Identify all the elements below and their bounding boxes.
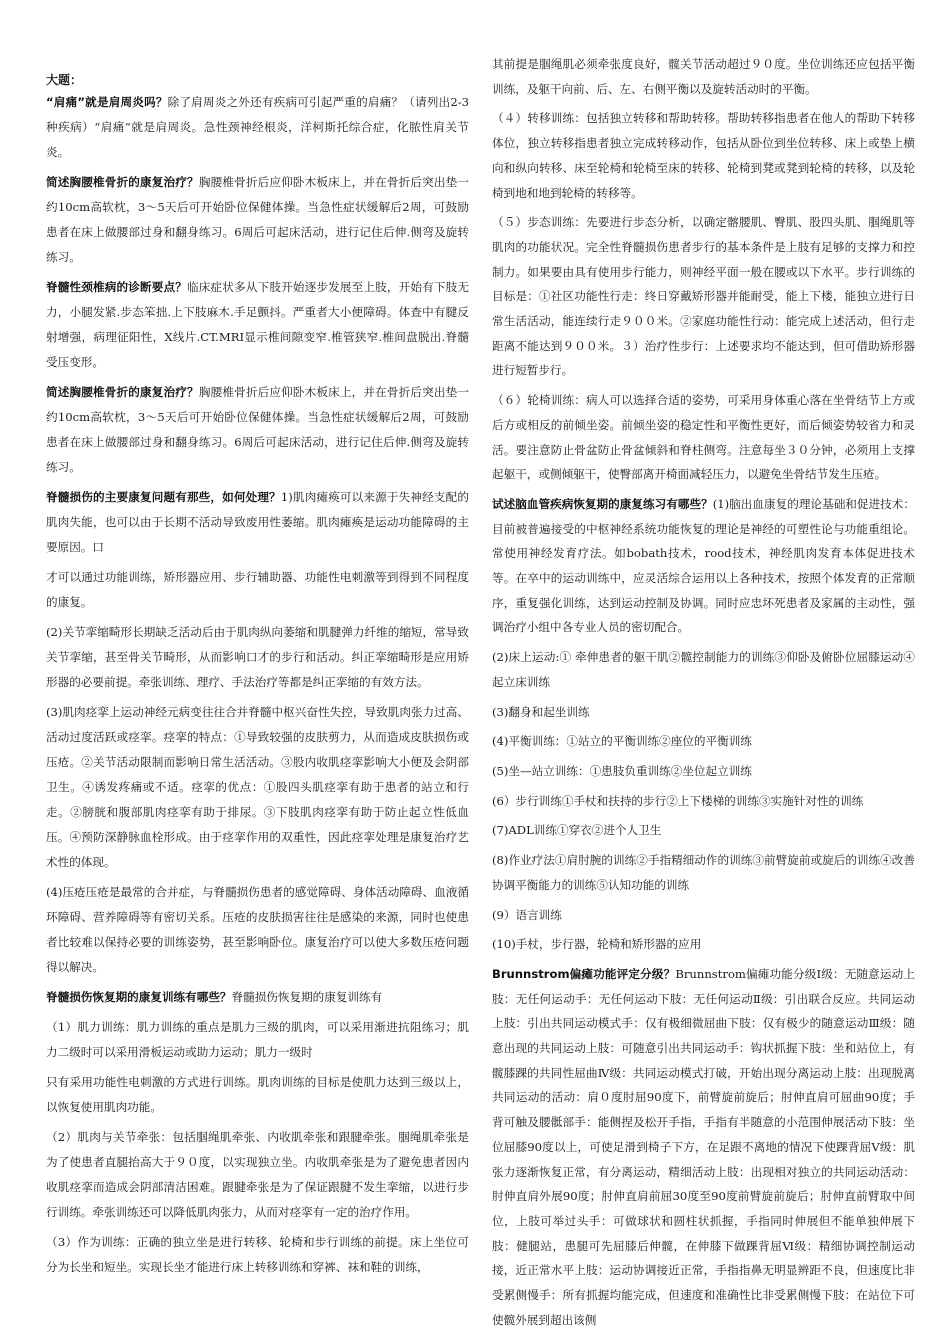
- paragraph-text: (3)肌肉痉挛上运动神经元病变往往合并脊髓中枢兴奋性失控，导致肌肉张力过高、活动过度活跃或痉挛。痉挛的特点：①导致较强的皮肤剪力，从而造成皮肤损伤或压疮。②关节活动限制而影响日常生活活动。③股内收肌痉挛影响大小便及会阴部卫生。④诱发疼痛或不适。痉挛的优点：①股四头肌痉挛有助于患者的站立和行走。②膀胱和腹部肌肉痉挛有助于排尿。③下肢肌肉痉挛有助于防止起立性低血压。④预防深静脉血栓形成。由于痉挛作用的双重性，因此痉挛处理是康复治疗艺术性的体现。: [46, 705, 469, 869]
- paragraph-text: 只有采用功能性电刺激的方式进行训练。肌肉训练的目标是使肌力达到三级以上，以恢复使用肌肉功能。: [46, 1075, 469, 1114]
- paragraph: [46, 620, 469, 695]
- paragraph-text: (9）语言训练: [492, 907, 562, 922]
- paragraph-text: 胸腰椎骨折后应仰卧木板床上，并在骨折后突出垫一约10cm高软枕，3～5天后可开始卧位保健体操。当急性症状缓解后2周，可鼓励患者在床上做腰部过身和翻身练习。6周后可起床活动，进行记住后伸.侧弯及旋转练习。: [46, 385, 469, 474]
- paragraph-text: (7)ADL训练①穿衣②进个人卫生: [492, 823, 662, 838]
- paragraph-text: （2）肌肉与关节牵张：包括腘绳肌牵张、内收肌牵张和跟腱牵张。腘绳肌牵张是为了使患者直腿抬高大于９０度，以实现独立坐。内收肌牵张是为了避免患者因内收肌痉挛而造成会阴部清洁困难。跟腱牵张是为了保证跟腱不发生挛缩，以进行步行训练。牵张训练还可以降低肌肉张力，从而对痉挛有一定的治疗作用。: [46, 1130, 469, 1219]
- paragraph-text: （４）转移训练：包括独立转移和帮助转移。帮助转移指患者在他人的帮助下转移体位，独立转移指患者独立完成转移动作，包括从卧位到坐位转移、床上或垫上横向和纵向转移、床至轮椅和轮椅至床的转移、轮椅到凳或凳到轮椅的转移，以及轮椅到地和地到轮椅的转移等。: [492, 111, 915, 200]
- paragraph-text: (6）步行训练①手杖和扶持的步行②上下楼梯的训练③实施针对性的训练: [492, 793, 864, 808]
- paragraph: [492, 52, 915, 101]
- paragraph: [492, 210, 915, 383]
- paragraph: [492, 962, 915, 1333]
- paragraph: [46, 275, 469, 375]
- paragraph: [492, 818, 915, 843]
- question-heading: 试述脑血管疾病恢复期的康复练习有哪些？: [492, 496, 713, 511]
- paragraph-text: (1)脑出血康复的理论基础和促进技术：目前被普遍接受的中枢神经系统功能恢复的理论是神经的可塑性论与功能重组论。常使用神经发育疗法。如bobath技术，rood技术，神经肌肉发育本体促进技术等。在卒中的运动训练中，应灵活综合运用以上各种技术，按照个体发育的正常顺序，重复强化训练，达到运动控制及协调。同时应忠坏死患者及家属的主动性，强调治疗小组中各专业人员的密切配合。: [492, 496, 915, 635]
- section-heading: 大题：: [46, 73, 83, 87]
- paragraph-text: （６）轮椅训练：病人可以选择合适的姿势，可采用身体重心落在坐骨结节上方或后方或相反的前倾坐姿。前倾坐姿的稳定性和平衡性更好，而后倾姿势较省力和灵活。要注意防止骨盆防止骨盆倾斜和脊柱侧弯。注意每坐３０分钟，必须用上支撑起躯干，或侧倾躯干，使臀部离开椅面减轻压力，以避免坐骨结节发生压疮。: [492, 393, 915, 482]
- paragraph-text: (2)床上运动:① 牵伸患者的躯干肌②髋控制能力的训练③仰卧及俯卧位屈膝运动④起立床训练: [492, 650, 915, 689]
- question-heading: 脊髓损伤恢复期的康复训练有哪些？: [46, 990, 232, 1004]
- paragraph-text: 才可以通过功能训练，矫形器应用、步行辅助器、功能性电刺激等到得到不同程度的康复。: [46, 570, 469, 609]
- paragraph: [46, 985, 469, 1010]
- paragraph-text: （3）作为训练：正确的独立坐是进行转移、轮椅和步行训练的前提。床上坐位可分为长坐和短坐。实现长坐才能进行床上转移训练和穿裤、袜和鞋的训练，: [46, 1235, 469, 1274]
- question-heading: “肩痛”就是肩周炎吗？: [46, 95, 168, 109]
- paragraph: [492, 388, 915, 487]
- paragraph-text: (8)作业疗法①肩肘腕的训练②手指精细动作的训练③前臂旋前或旋后的训练④改善协调平衡能力的训练⑤认知功能的训练: [492, 853, 915, 892]
- paragraph: [46, 1070, 469, 1120]
- paragraph-text: 临床症状多从下肢开始逐步发展至上肢，开始有下肢无力，小腿发紧.步态笨拙.上下肢麻木.手足颤抖。严重者大小便障碍。体查中有腱反射增强，病理征阳性，X线片.CT.MRI显示椎间隙变窄.椎管狭窄.椎间盘脱出.脊髓受压变形。: [46, 280, 469, 369]
- paragraph-text: 1)肌肉瘫痪可以来源于失神经支配的肌肉失能，也可以由于长期不活动导致废用性萎缩。肌肉瘫痪是运动功能障碍的主要原因。口: [46, 490, 469, 554]
- right-column: [492, 52, 915, 1337]
- paragraph: [46, 1230, 469, 1280]
- paragraph: [46, 880, 469, 980]
- paragraph-text: （1）肌力训练：肌力训练的重点是肌力三级的肌肉，可以采用渐进抗阻练习；肌力二级时可以采用滑板运动或助力运动；肌力一级时: [46, 1020, 469, 1059]
- paragraph-text: Brunnstrom偏瘫功能分级Ⅰ级：无随意运动上肢：无任何运动手：无任何运动下肢：无任何运动Ⅱ级：引出联合反应。共同运动上肢：引出共同运动模式手：仅有极细微屈曲下肢：仅有极少的随意运动Ⅲ级：随意出现的共同运动上肢：可随意引出共同运动手：钩状抓握下肢：坐和站位上，有髋膝踝的共同性屈曲Ⅳ级：共同运动模式打破，开始出现分离运动上肢：出现脱离共同运动的活动：肩０度肘屈90度下，前臂旋前旋后；肘伸直肩可屈曲90度；手背可触及腰骶部手：能侧捏及松开手指，手指有半随意的小范围伸展活动下肢：坐位屈膝90度以上，可使足滑到椅子下方，在足跟不离地的情况下使踝背屈Ⅴ级：肌张力逐渐恢复正常，有分离运动，精细活动上肢：出现相对独立的共同运动活动：肘伸直肩外展90度；肘伸直肩前屈30度至90度前臂旋前旋后；肘伸直前臂取中间位，上肢可举过头手：可做球状和圆柱状抓握，手指同时伸展但不能单独伸展下肢：健腿站，患腿可先屈膝后伸髋，在伸膝下做踝背屈Ⅵ级：精细协调控制运动接，近正常水平上肢：运动协调接近正常，手指指鼻无明显辨距不良，但速度比非受累侧慢手：所有抓握均能完成，但速度和准确性比非受累侧慢下肢：在站位下可使髋外展到超出该侧: [492, 966, 915, 1327]
- paragraph-text: 胸腰椎骨折后应仰卧木板床上，并在骨折后突出垫一约10cm高软枕，3～5天后可开始卧位保健体操。当急性症状缓解后2周，可鼓励患者在床上做腰部过身和翻身练习。6周后可起床活动，进行记住后伸.侧弯及旋转练习。: [46, 175, 469, 264]
- paragraph: [46, 170, 469, 270]
- paragraph: [46, 380, 469, 480]
- paragraph: [46, 1015, 469, 1065]
- paragraph: [492, 700, 915, 725]
- paragraph: [46, 1125, 469, 1225]
- paragraph: [492, 932, 915, 957]
- paragraph-text: （５）步态训练：先要进行步态分析，以确定髂腰肌、臀肌、股四头肌、腘绳肌等肌肉的功能状况。完全性脊髓损伤患者步行的基本条件是上肢有足够的支撑力和控制力。如果要由具有使用步行能力，则神经平面一般在腰或以下水平。步行训练的目标是：①社区功能性行走：终日穿戴矫形器并能耐受，能上下楼，能独立进行日常生活活动，能连续行走９００米。②家庭功能性行动：能完成上述活动，但行走距离不能达到９００米。３）治疗性步行：上述要求均不能达到，但可借助矫形器进行短暂步行。: [492, 215, 915, 378]
- paragraph: [492, 106, 915, 205]
- paragraph: [46, 485, 469, 560]
- paragraph: [492, 903, 915, 928]
- right-blocks: [492, 52, 915, 1332]
- paragraph: [492, 492, 915, 640]
- paragraph-text: (4)平衡训练：①站立的平衡训练②座位的平衡训练: [492, 734, 752, 749]
- paragraph: [492, 789, 915, 814]
- paragraph: [492, 759, 915, 784]
- paragraph-text: (4)压疮压疮是最常的合并症，与脊髓损伤患者的感觉障碍、身体活动障碍、血液循环障碍、营养障碍等有密切关系。压疮的皮肤损害往往是感染的来源，同时也使患者比较难以保持必要的训练姿势，甚至影响卧位。康复治疗可以使大多数压疮问题得以解决。: [46, 885, 469, 974]
- paragraph-text: (3)翻身和起坐训练: [492, 704, 590, 719]
- question-heading: 脊髓损伤的主要康复问题有那些，如何处理？: [46, 490, 281, 504]
- left-column: [46, 70, 469, 1285]
- left-blocks: [46, 90, 469, 1280]
- paragraph-text: (10)手杖，步行器，轮椅和矫形器的应用: [492, 937, 702, 952]
- paragraph: [492, 848, 915, 897]
- paragraph-text: 其前提是腘绳肌必须牵张度良好，髋关节活动超过９０度。坐位训练还应包括平衡训练，及躯干向前、后、左、右侧平衡以及旋转活动时的平衡。: [492, 57, 915, 96]
- paragraph: [492, 645, 915, 694]
- question-heading: 简述胸腰椎骨折的康复治疗？: [46, 385, 199, 399]
- paragraph-text: 除了肩周炎之外还有疾病可引起严重的肩痛？（请列出2-3种疾病）“肩痛”就是肩周炎。急性颈神经根炎，洋柯斯托综合症，化脓性肩关节炎。: [46, 95, 469, 159]
- paragraph-text: (5)坐—站立训练：①患肢负重训练②坐位起立训练: [492, 763, 752, 778]
- paragraph: [46, 90, 469, 165]
- question-heading: Brunnstrom偏瘫功能评定分级？: [492, 966, 676, 981]
- question-heading: 脊髓性颈椎病的诊断要点？: [46, 280, 188, 294]
- question-heading: 简述胸腰椎骨折的康复治疗？: [46, 175, 199, 189]
- paragraph: [46, 565, 469, 615]
- paragraph-text: (2)关节挛缩畸形长期缺乏活动后由于肌肉纵向萎缩和肌腱弹力纤维的缩短，常导致关节挛缩，甚至骨关节畸形，从而影响口才的步行和活动。纠正挛缩畸形是应用矫形器的必要前提。牵张训练、理疗、手法治疗等都是纠正挛缩的有效方法。: [46, 625, 469, 689]
- paragraph-text: 脊髓损伤恢复期的康复训练有: [231, 990, 383, 1004]
- paragraph: [46, 700, 469, 875]
- paragraph: [492, 729, 915, 754]
